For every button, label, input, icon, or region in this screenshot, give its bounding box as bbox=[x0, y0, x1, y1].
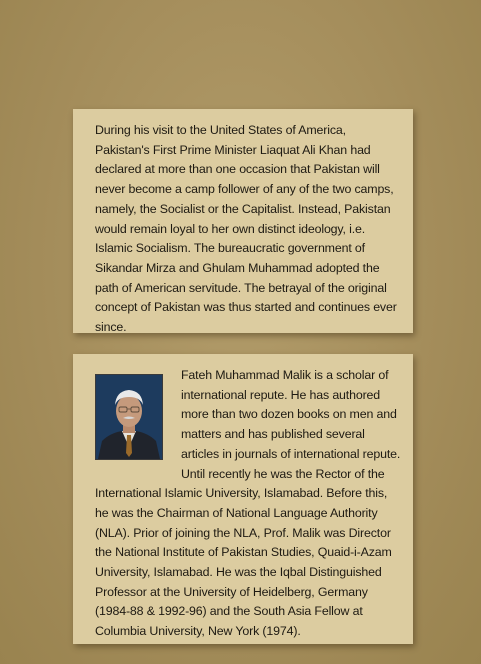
author-portrait-image bbox=[96, 375, 162, 459]
quote-panel bbox=[73, 109, 413, 333]
author-bio-panel bbox=[73, 354, 413, 644]
author-photo bbox=[95, 374, 163, 460]
quote-text: During his visit to the United States of America, Pakistan's First Prime Minister Liaquat Ali Khan had declared at more than one occasion that Pakistan will never become a camp follower of any of the two camps, namely, the Socialist or the Capitalist. Instead, Pakistan would remain loyal to her own distinct ideology, i.e. Islamic Socialism. The bureaucratic government of Sikandar Mirza and Ghulam Muhammad adopted the path of American servitude. The betrayal of the original concept of Pakistan was thus started and continues ever since. bbox=[95, 123, 397, 335]
author-bio-text: Fateh Muhammad Malik is a scholar of international repute. He has authored more than two dozen books on men and matters and has published several articles in journals of international repute. Until recently he was the Rector of the International Islamic University, Islamabad. Before this, he was the Chairman of National Language Authority (NLA). Prior of joining the NLA, Prof. Malik was Director the National Institute of Pakistan Studies, Quaid-i-Azam University, Islamabad. He was the Iqbal Distinguished Professor at the University of Heidelberg, Germany (1984-88 & 1992-96) and the South Asia Fellow at Columbia University, New York (1974). bbox=[95, 368, 401, 639]
